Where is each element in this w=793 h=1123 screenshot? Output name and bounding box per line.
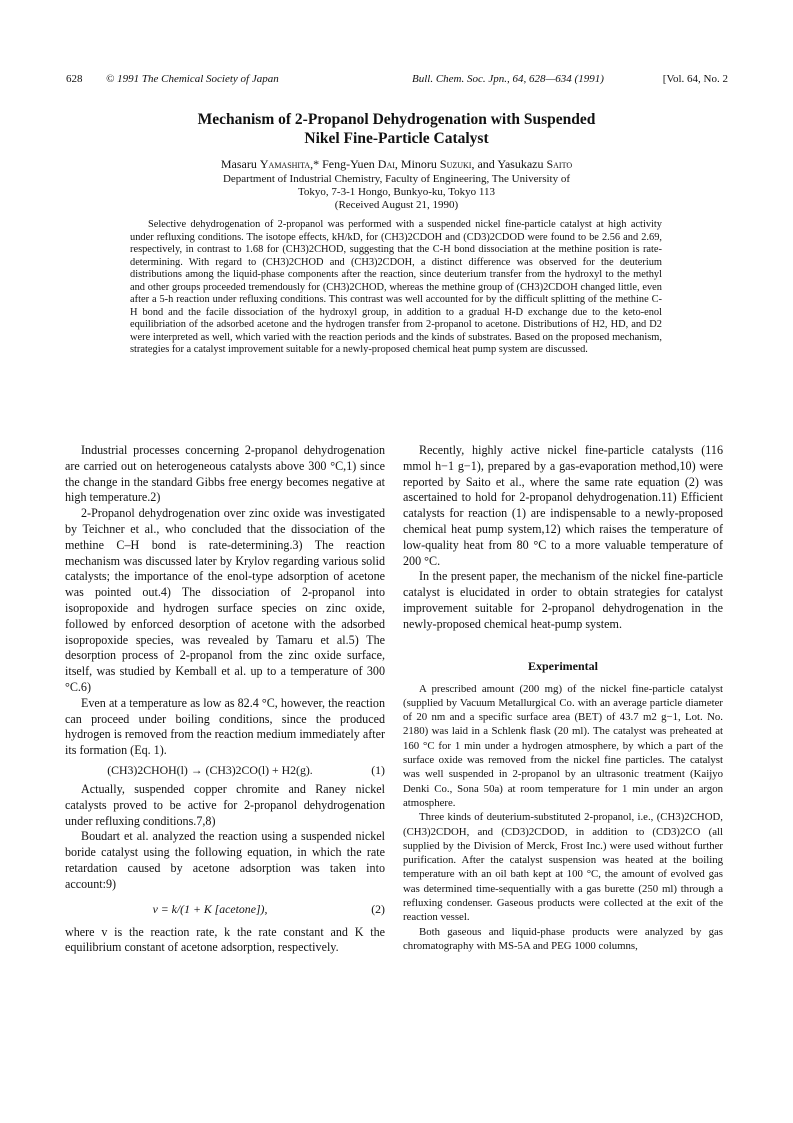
paragraph: Three kinds of deuterium-substituted 2-propanol, i.e., (CH3)2CHOD, (CH3)2CDOH, and (CD3)2CDOD, in addition to (CD3)2CO (all supplied by the Division of Merck, Frost Inc.) were used without further purification. After the catalyst suspension was heated at the boiling temperature with an oil bath kept at 100 °C, the amount of evolved gas was determined time-sequentially with a gas burette (250 ml) through a refluxing condenser. Gaseous products were collected at the exit of the reaction vessel. [403,811,723,924]
section-heading: Experimental [528,658,598,673]
equation-expression: (CH3)2CHOH(l) → (CH3)2CO(l) + H2(g). [107,762,313,777]
equation-2 [65,901,385,917]
copyright-notice: © 1991 The Chemical Society of Japan [106,73,279,85]
affiliation [0,173,793,212]
left-column [65,443,385,956]
paragraph: Boudart et al. analyzed the reaction using a suspended nickel boride catalyst using the following equation, in which the rate retardation caused by acetone adsorption was taken into account:9) [65,829,385,891]
volume-issue: [Vol. 64, No. 2 [662,73,728,85]
equation-number: (2) [371,901,385,916]
author-separator: , [394,157,401,171]
author-3-given: Minoru [400,157,440,171]
author-3-family: Suzuki [439,157,472,171]
paragraph: In the present paper, the mechanism of the nickel fine-particle catalyst is elucidated in order to obtain strategies for catalyst improvement suitable for 2-propanol dehydrogenation in the newly-proposed chemical heat-pump system. [403,569,723,631]
page-number: 628 [66,73,83,85]
paragraph: Even at a temperature as low as 82.4 °C, however, the reaction can proceed under boiling conditions, since the produced hydrogen is removed from the reaction medium immediately after its formation (Eq. 1). [65,695,385,758]
author-4-given: Yasukazu [497,157,547,171]
abstract-text: Selective dehydrogenation of 2-propanol was performed with a suspended nickel fine-particle catalyst at high activity under refluxing conditions. The isotope effects, kH/kD, for (CH3)2CDOH and (CD3)2CDOD were found to be 2.56 and 2.69, respectively, in contrast to 1.68 for (CH3)2CHOD, suggesting that the C-H bond dissociation at the methine position is rate-determining. With regard to (CH3)2CHOD and (CH3)2CDOH, a distinct difference was observed for the deuterium distributions among the liquid-phase components after the reaction, since deuterium transfer from the hydroxyl to the methyl and other groups proceeded tremendously for (CH3)2CHOD, whereas the methine group of (CH3)2CDOH changed little, even after a 5-h reaction under refluxing conditions. This contrast was well accounted for by the difficult splitting of the methine C-H bond and the facile dissociation of the hydroxyl group, in addition to a gradual H-D exchange due to the keto-enol equilibriation of the adsorbed acetone and the hydrogen transfer from 2-propanol to acetone. Distributions of H2, HD, and D2 were interpreted as well, which varied with the reaction periods and the kinds of substrates. Based on the proposed mechanism, strategies for a catalyst improvement suitable for a newly-proposed chemical heat pump system are discussed. [130,219,662,355]
author-2-family: Dai [377,157,395,171]
equation-expression: v = k/(1 + K [acetone]), [152,901,268,916]
author-1-family: Yamashita [259,157,311,171]
received-date: (Received August 21, 1990) [334,199,459,211]
author-separator: , and [471,157,498,171]
corresponding-mark: ,* [310,157,323,171]
author-list [0,157,793,171]
equation-1 [65,762,385,778]
affiliation-line-1: Department of Industrial Chemistry, Faculty of Engineering, The University of [222,173,571,185]
article-title [0,110,793,148]
journal-citation: Bull. Chem. Soc. Jpn., 64, 628—634 (1991) [412,73,604,85]
title-line-2: Nikel Fine-Particle Catalyst [304,130,489,147]
right-column [403,443,723,953]
paragraph: 2-Propanol dehydrogenation over zinc oxide was investigated by Teichner et al., who concluded that the dissociation of the methine C–H bond is rate-determining.3) The reaction mechanism was discussed later by Krylov regarding various solid catalysts; the importance of the enol-type adsorption of acetone was pointed out.4) The dissociation of 2-propanol into isopropoxide and hydrogen surface species on zinc oxide, followed by enforced desorption of acetone with the adsorbed isopropoxide species, was revealed by Tamaru et al.5) The desorption process of 2-propanol from the zinc oxide surface, itself, was studied by Kemball et al. up to a temperature of 300 °C.6) [65,506,385,694]
author-1-given: Masaru [220,157,260,171]
abstract [130,219,662,357]
paragraph: Both gaseous and liquid-phase products were analyzed by gas chromatography with MS-5A and PEG 1000 columns, [403,925,723,952]
paragraph: Industrial processes concerning 2-propanol dehydrogenation are carried out on heterogeneous catalysts above 300 °C,1) since the change in the standard Gibbs free energy becomes negative at high temperature.2) [65,443,385,505]
author-4-family: Saito [546,157,573,171]
paragraph: Actually, suspended copper chromite and Raney nickel catalysts proved to be active for 2-propanol dehydrogenation under refluxing conditions.7,8) [65,781,385,828]
author-2-given: Feng-Yuen [322,157,378,171]
paragraph: Recently, highly active nickel fine-particle catalysts (116 mmol h−1 g−1), prepared by a gas-evaporation method,10) were reported by Saito et al., where the same rate equation (2) was ascertained to hold for 2-propanol dehydrogenation.11) Efficient catalysts for reaction (1) are indispensable to a newly-proposed chemical heat pump system,12) which raises the temperature of low-quality heat from 80 °C to a more valuable temperature of 200 °C. [403,443,723,568]
paragraph: A prescribed amount (200 mg) of the nickel fine-particle catalyst (supplied by Vacuum Metallurgical Co. with an average particle diameter of 20 nm and a specific surface area (BET) of 43.7 m2 g−1, Lot. No. 2180) was laid in a Schlenk flask (20 ml). The catalyst was preheated at 160 °C for 1 min under a hydrogen atmosphere, by which a part of the surface oxide was removed from the nickel fine particles. The catalyst was well suspended in 2-propanol by an ultrasonic treatment (Kaijyo Denki Co., Sona 50a) at room temperature for 1 min under an argon atmosphere. [403,682,723,809]
paragraph: where v is the reaction rate, k the rate constant and K the equilibrium constant of acetone adsorption, respectively. [65,924,385,955]
equation-number: (1) [371,762,385,777]
title-line-1: Mechanism of 2-Propanol Dehydrogenation with Suspended [197,111,596,128]
affiliation-line-2: Tokyo, 7-3-1 Hongo, Bunkyo-ku, Tokyo 113 [297,186,496,198]
